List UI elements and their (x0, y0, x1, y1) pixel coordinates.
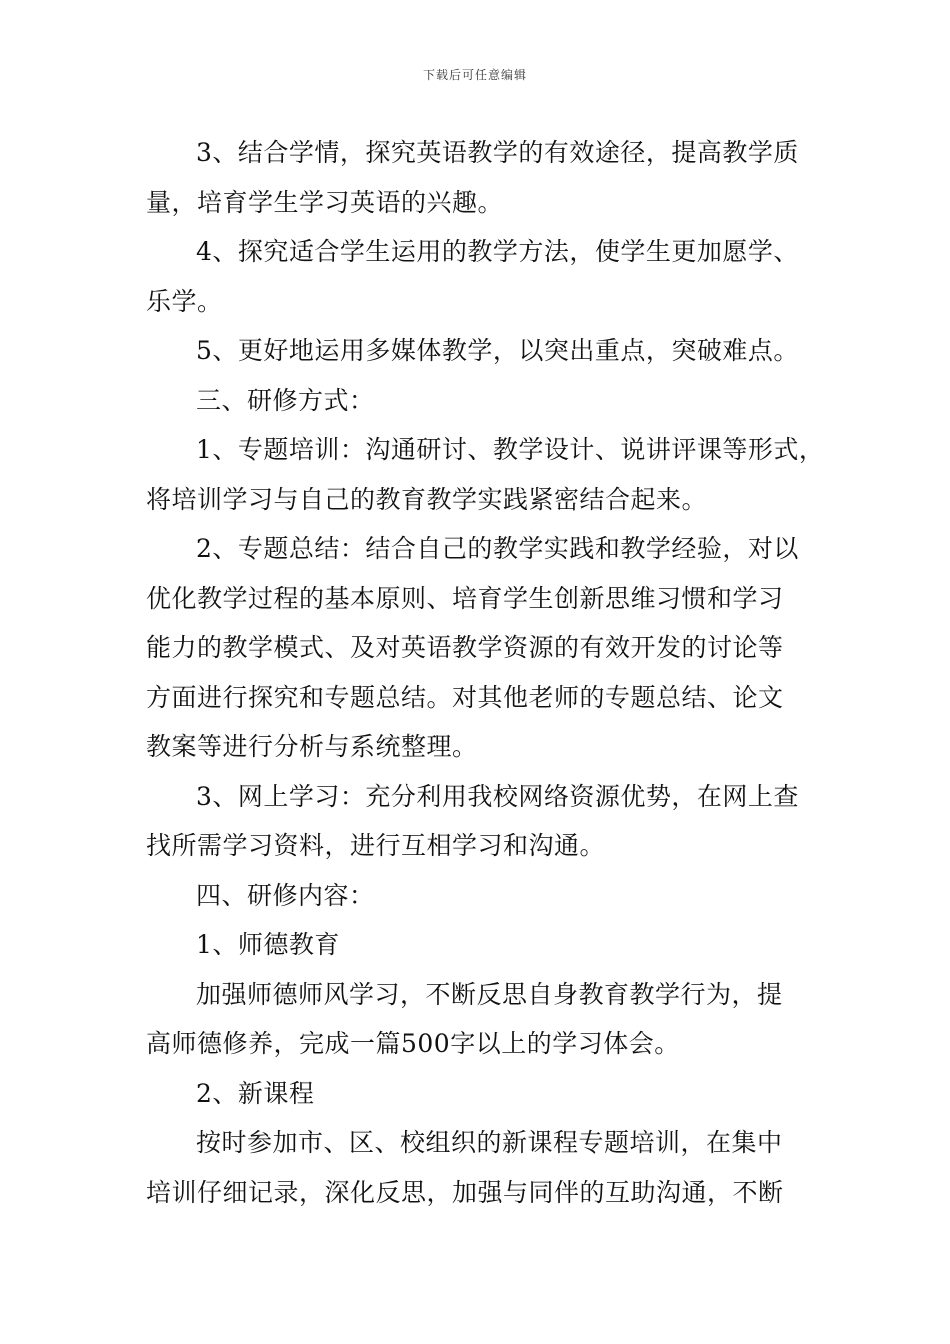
text-line: 高师德修养，完成一篇500字以上的学习体会。 (146, 1029, 680, 1058)
text-line: 1、师德教育 (196, 930, 340, 959)
text-line: 将培训学习与自己的教育教学实践紧密结合起来。 (146, 484, 708, 514)
text-line: 2、专题总结：结合自己的教学实践和教学经验，对以 (196, 534, 799, 563)
text-line: 2、新课程 (196, 1078, 315, 1108)
text-line: 能力的教学模式、及对英语教学资源的有效开发的讨论等 (146, 633, 784, 662)
text-line: 四、研修内容： (196, 880, 375, 910)
text-line: 5、更好地运用多媒体教学，以突出重点，突破难点。 (196, 336, 799, 365)
text-line: 4、探究适合学生运用的教学方法，使学生更加愿学、 (196, 237, 799, 266)
text-line: 三、研修方式： (196, 385, 375, 415)
text-line: 加强师德师风学习，不断反思自身教育教学行为，提 (196, 979, 783, 1009)
text-line: 培训仔细记录，深化反思，加强与同伴的互助沟通，不断 (146, 1177, 784, 1207)
text-line: 3、网上学习：充分利用我校网络资源优势，在网上查 (196, 781, 799, 811)
text-line: 方面进行探究和专题总结。对其他老师的专题总结、论文 (146, 682, 784, 712)
text-line: 3、结合学情，探究英语教学的有效途径，提高教学质 (196, 138, 799, 167)
text-line: 按时参加市、区、校组织的新课程专题培训，在集中 (196, 1128, 783, 1157)
text-line: 量，培育学生学习英语的兴趣。 (146, 187, 504, 217)
text-line: 1、专题培训：沟通研讨、教学设计、说讲评课等形式， (196, 435, 825, 464)
text-line: 找所需学习资料，进行互相学习和沟通。 (146, 831, 606, 860)
text-line: 教案等进行分析与系统整理。 (146, 732, 478, 761)
document-body (146, 128, 825, 1217)
page-header-note: 下载后可任意编辑 (422, 68, 527, 82)
text-line: 乐学。 (146, 286, 223, 316)
text-line: 优化教学过程的基本原则、培育学生创新思维习惯和学习 (146, 583, 784, 613)
